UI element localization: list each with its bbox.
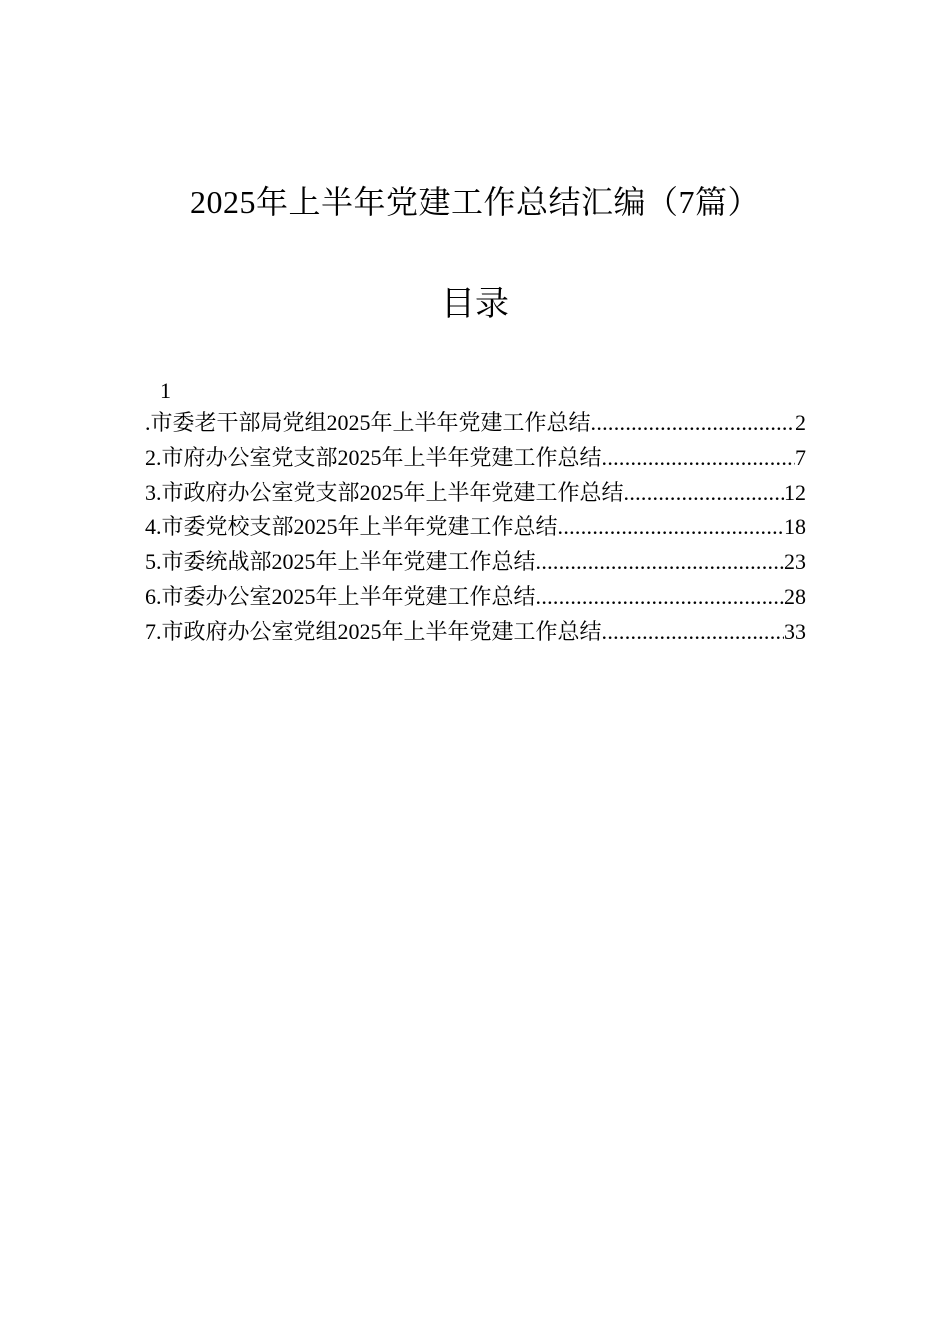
toc-entry-6[interactable]	[145, 580, 806, 615]
toc-dot-leader	[624, 476, 784, 511]
toc-dot-leader	[602, 615, 784, 650]
toc-dot-leader	[591, 406, 795, 441]
toc-dot-leader	[536, 580, 784, 615]
toc-entry-2[interactable]	[145, 441, 806, 476]
toc-entry-title: 5.市委统战部2025年上半年党建工作总结	[145, 549, 536, 575]
toc-entry-title: .市委老干部局党组2025年上半年党建工作总结	[145, 410, 591, 435]
toc-entry-page: 23	[784, 549, 806, 575]
toc-entry-1[interactable]	[145, 406, 806, 441]
toc-entry-page: 28	[784, 583, 806, 609]
table-of-contents	[145, 376, 806, 650]
toc-entry-page: 12	[784, 479, 806, 505]
toc-entry-title: 2.市府办公室党支部2025年上半年党建工作总结	[145, 444, 602, 470]
toc-dot-leader	[536, 545, 784, 580]
toc-entry-7[interactable]	[145, 615, 806, 650]
toc-entry-5[interactable]	[145, 545, 806, 580]
toc-entry-title: 4.市委党校支部2025年上半年党建工作总结	[145, 514, 558, 540]
toc-entry-page: 18	[784, 514, 806, 540]
toc-entry-3[interactable]	[145, 476, 806, 511]
toc-dot-leader	[558, 510, 784, 545]
document-title: 2025年上半年党建工作总结汇编（7篇）	[189, 184, 760, 220]
toc-entry-title: 3.市政府办公室党支部2025年上半年党建工作总结	[145, 479, 624, 505]
toc-entry-title: 6.市委办公室2025年上半年党建工作总结	[145, 583, 536, 609]
toc-entry-4[interactable]	[145, 510, 806, 545]
toc-heading: 目录	[441, 286, 509, 323]
toc-entry-title: 7.市政府办公室党组2025年上半年党建工作总结	[145, 618, 602, 644]
toc-first-entry-number: 1	[160, 378, 171, 403]
toc-entry-page: 2	[795, 410, 806, 435]
toc-dot-leader	[602, 441, 795, 476]
toc-entry-page: 33	[784, 618, 806, 644]
toc-entry-page: 7	[795, 444, 806, 470]
